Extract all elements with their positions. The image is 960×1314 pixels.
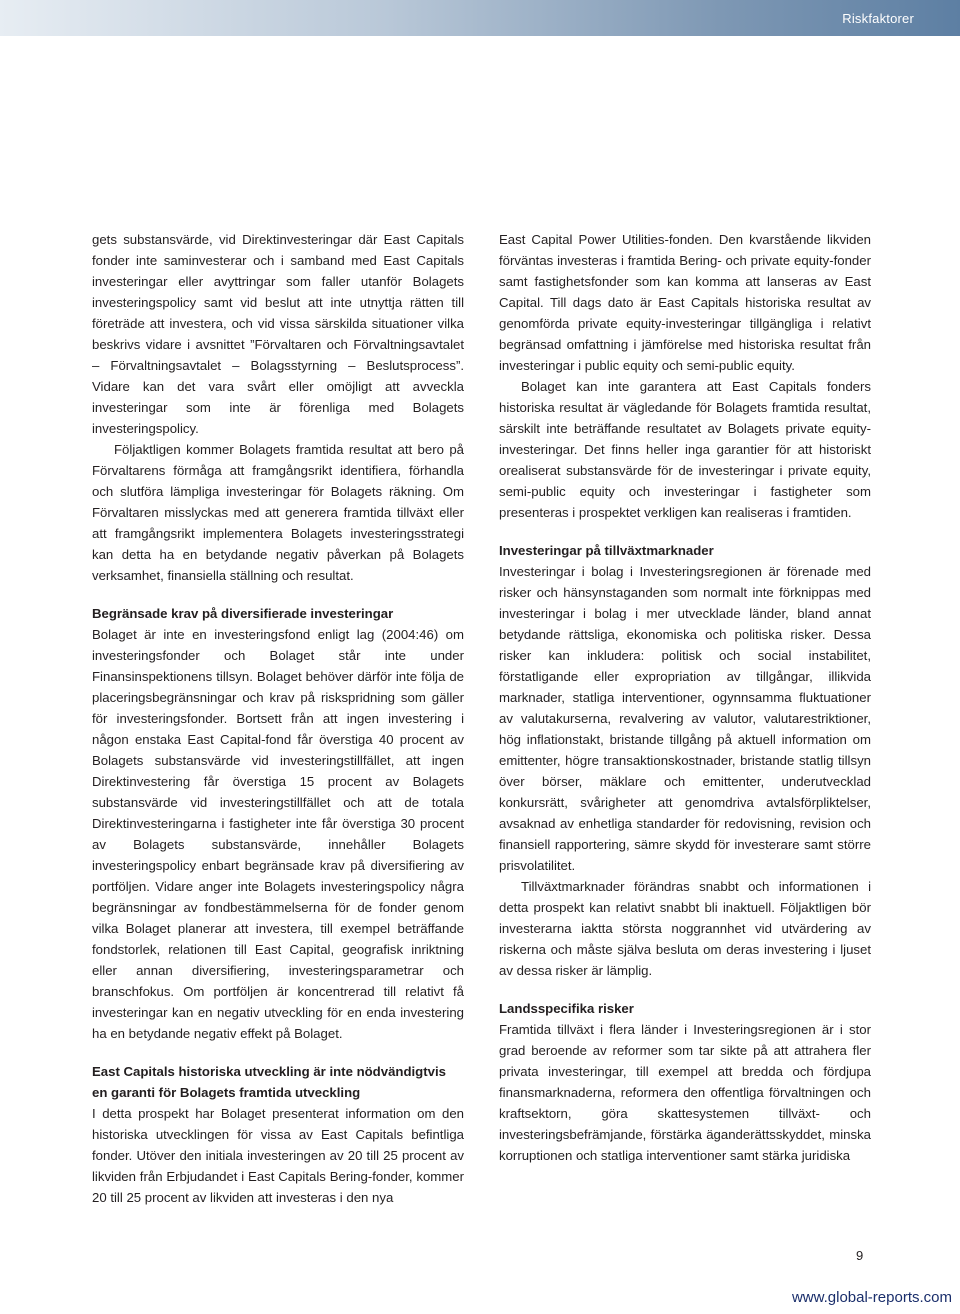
right-column — [499, 229, 871, 1166]
paragraph: I detta prospekt har Bolaget presenterat information om den historiska utvecklingen för vissa av East Capitals befintliga fonder. Utöver den initiala investeringen av 20 till 25 procent av likviden från Erbjudandet i East Capitals Bering-fonder, kommer 20 till 25 procent av likviden att investeras i den nya — [92, 1106, 464, 1205]
section-heading: East Capitals historiska utveckling är inte nödvändigtvis en garanti för Bolagets framtida utveckling — [92, 1064, 446, 1100]
paragraph: gets substansvärde, vid Direktinvesteringar där East Capitals fonder inte saminvesterar och i samband med East Capitals investeringar eller avyttringar som faller utanför Bolagets investeringspolicy samt vid beslut att inte utnyttja rätten till företräde att investera, och vid vissa särskilda situationer vilka beskrivs vidare i avsnittet ”Förvaltaren och Förvaltningsavtalet – Förvaltningsavtalet – Bolagsstyrning – Beslutsprocess”. Vidare kan det vara svårt eller omöjligt att avveckla investeringar som inte är förenliga med Bolagets investeringspolicy. — [92, 232, 464, 436]
paragraph: Framtida tillväxt i flera länder i Investeringsregionen är i stor grad beroende av reformer som tar sikte på att attrahera fler privata investeringar, till exempel att bredda och fördjupa finansmarknaderna, reformera den offentliga förvaltningen och kraftsektorn, göra skattesystemen tillväxt- och investeringsbefrämjande, förstärka äganderättsskyddet, minska korruptionen och statliga interventioner samt stärka juridiska — [499, 1022, 871, 1163]
section-heading: Begränsade krav på diversifierade investeringar — [92, 606, 394, 621]
paragraph: Investeringar i bolag i Investeringsregionen är förenade med risker och hänsynstaganden som normalt inte förknippas med investeringar i bolag i mer utvecklade länder, bland annat betydande rättsliga, ekonomiska och politiska risker. Dessa risker kan inkludera: politisk och social instabilitet, förstatligande eller expropriation av tillgångar, illikvida marknader, statliga interventioner, ogynnsamma fluktuationer av valutakurserna, revalvering av valutor, valutarestriktioner, hög inflationstakt, bristande tillgång på aktuell information om emittenter, högre transaktionskostnader, bristande statlig tillsyn över börser, mäklare och emittenter, underutvecklad konkursrätt, svårigheter att genomdriva avtalsförpliktelser, avsaknad av enhetliga standarder för redovisning, revision och finansiell rapportering, sämre skydd för investerare samt större prisvolatilitet. — [499, 564, 871, 873]
page-number: 9 — [856, 1248, 864, 1263]
header-bar — [0, 0, 960, 36]
watermark-link[interactable]: www.global-reports.com — [791, 1289, 952, 1306]
paragraph: Bolaget kan inte garantera att East Capitals fonders historiska resultat är vägledande för Bolagets framtida resultat, särskilt inte beträffande resultatet av Bolagets private equity-investeringar. Det finns heller inga garantier för att historiskt orealiserat substansvärde för de investeringar i private equity, semi-public equity och investeringar i fastigheter som presenteras i prospektet verkligen kan realiseras i framtiden. — [499, 379, 871, 520]
section-heading: Landsspecifika risker — [499, 1001, 634, 1016]
paragraph: East Capital Power Utilities-fonden. Den kvarstående likviden förväntas investeras i framtida Bering- och private equity-fonder samt fastighetsfonder som kan komma att lanseras av East Capital. Till dags dato är East Capitals historiska resultat av genomförda private equity-investeringar tillgängliga i relativt begränsad omfattning i jämförelse med historiska resultat från investeringar i public equity och semi-public equity. — [499, 232, 871, 373]
section-title: Riskfaktorer — [842, 11, 914, 26]
paragraph: Bolaget är inte en investeringsfond enligt lag (2004:46) om investeringsfonder och Bolaget står inte under Finansinspektionens tillsyn. Bolaget behöver därför inte följa de placeringsbegränsningar och krav på riskspridning som gäller för investeringsfonder. Bortsett från att ingen investering i någon enstaka East Capital-fond får överstiga 40 procent av Bolagets substansvärde vid investeringstillfället, att ingen Direktinvestering får överstiga 15 procent av Bolagets substansvärde vid investeringstillfället och att de totala Direktinvesteringarna i fastigheter inte får överstiga 30 procent av Bolagets substansvärde, innehåller Bolagets investeringspolicy enbart begränsade krav på diversifiering av portföljen. Vidare anger inte Bolagets investeringspolicy några begränsningar av fondbestämmelserna för de fonder genom vilka Bolaget planerar att investera, till exempel beträffande fondstorlek, relationen till East Capital, geografisk inriktning eller annan diversifiering, investeringsparametrar och branschfokus. Om portföljen är koncentrerad till relativt få investeringar kan en negativ utveckling för en enda investering ha en betydande negativ effekt på Bolaget. — [92, 627, 464, 1041]
paragraph: Tillväxtmarknader förändras snabbt och informationen i detta prospekt kan relativt snabbt bli inaktuell. Följaktligen bör investerarna iaktta största noggrannhet vid utvärdering av riskerna och måste själva besluta om deras investering i ljuset av dessa risker är lämplig. — [499, 879, 871, 978]
section-heading: Investeringar på tillväxtmarknader — [499, 543, 714, 558]
left-column — [92, 229, 464, 1208]
paragraph: Följaktligen kommer Bolagets framtida resultat att bero på Förvaltarens förmåga att framgångsrikt identifiera, förhandla och slutföra lämpliga investeringar för Bolagets räkning. Om Förvaltaren misslyckas med att generera framtida tillväxt eller att framgångsrikt implementera Bolagets investeringsstrategi kan detta ha en betydande negativ påverkan på Bolagets verksamhet, finansiella ställning och resultat. — [92, 442, 464, 583]
